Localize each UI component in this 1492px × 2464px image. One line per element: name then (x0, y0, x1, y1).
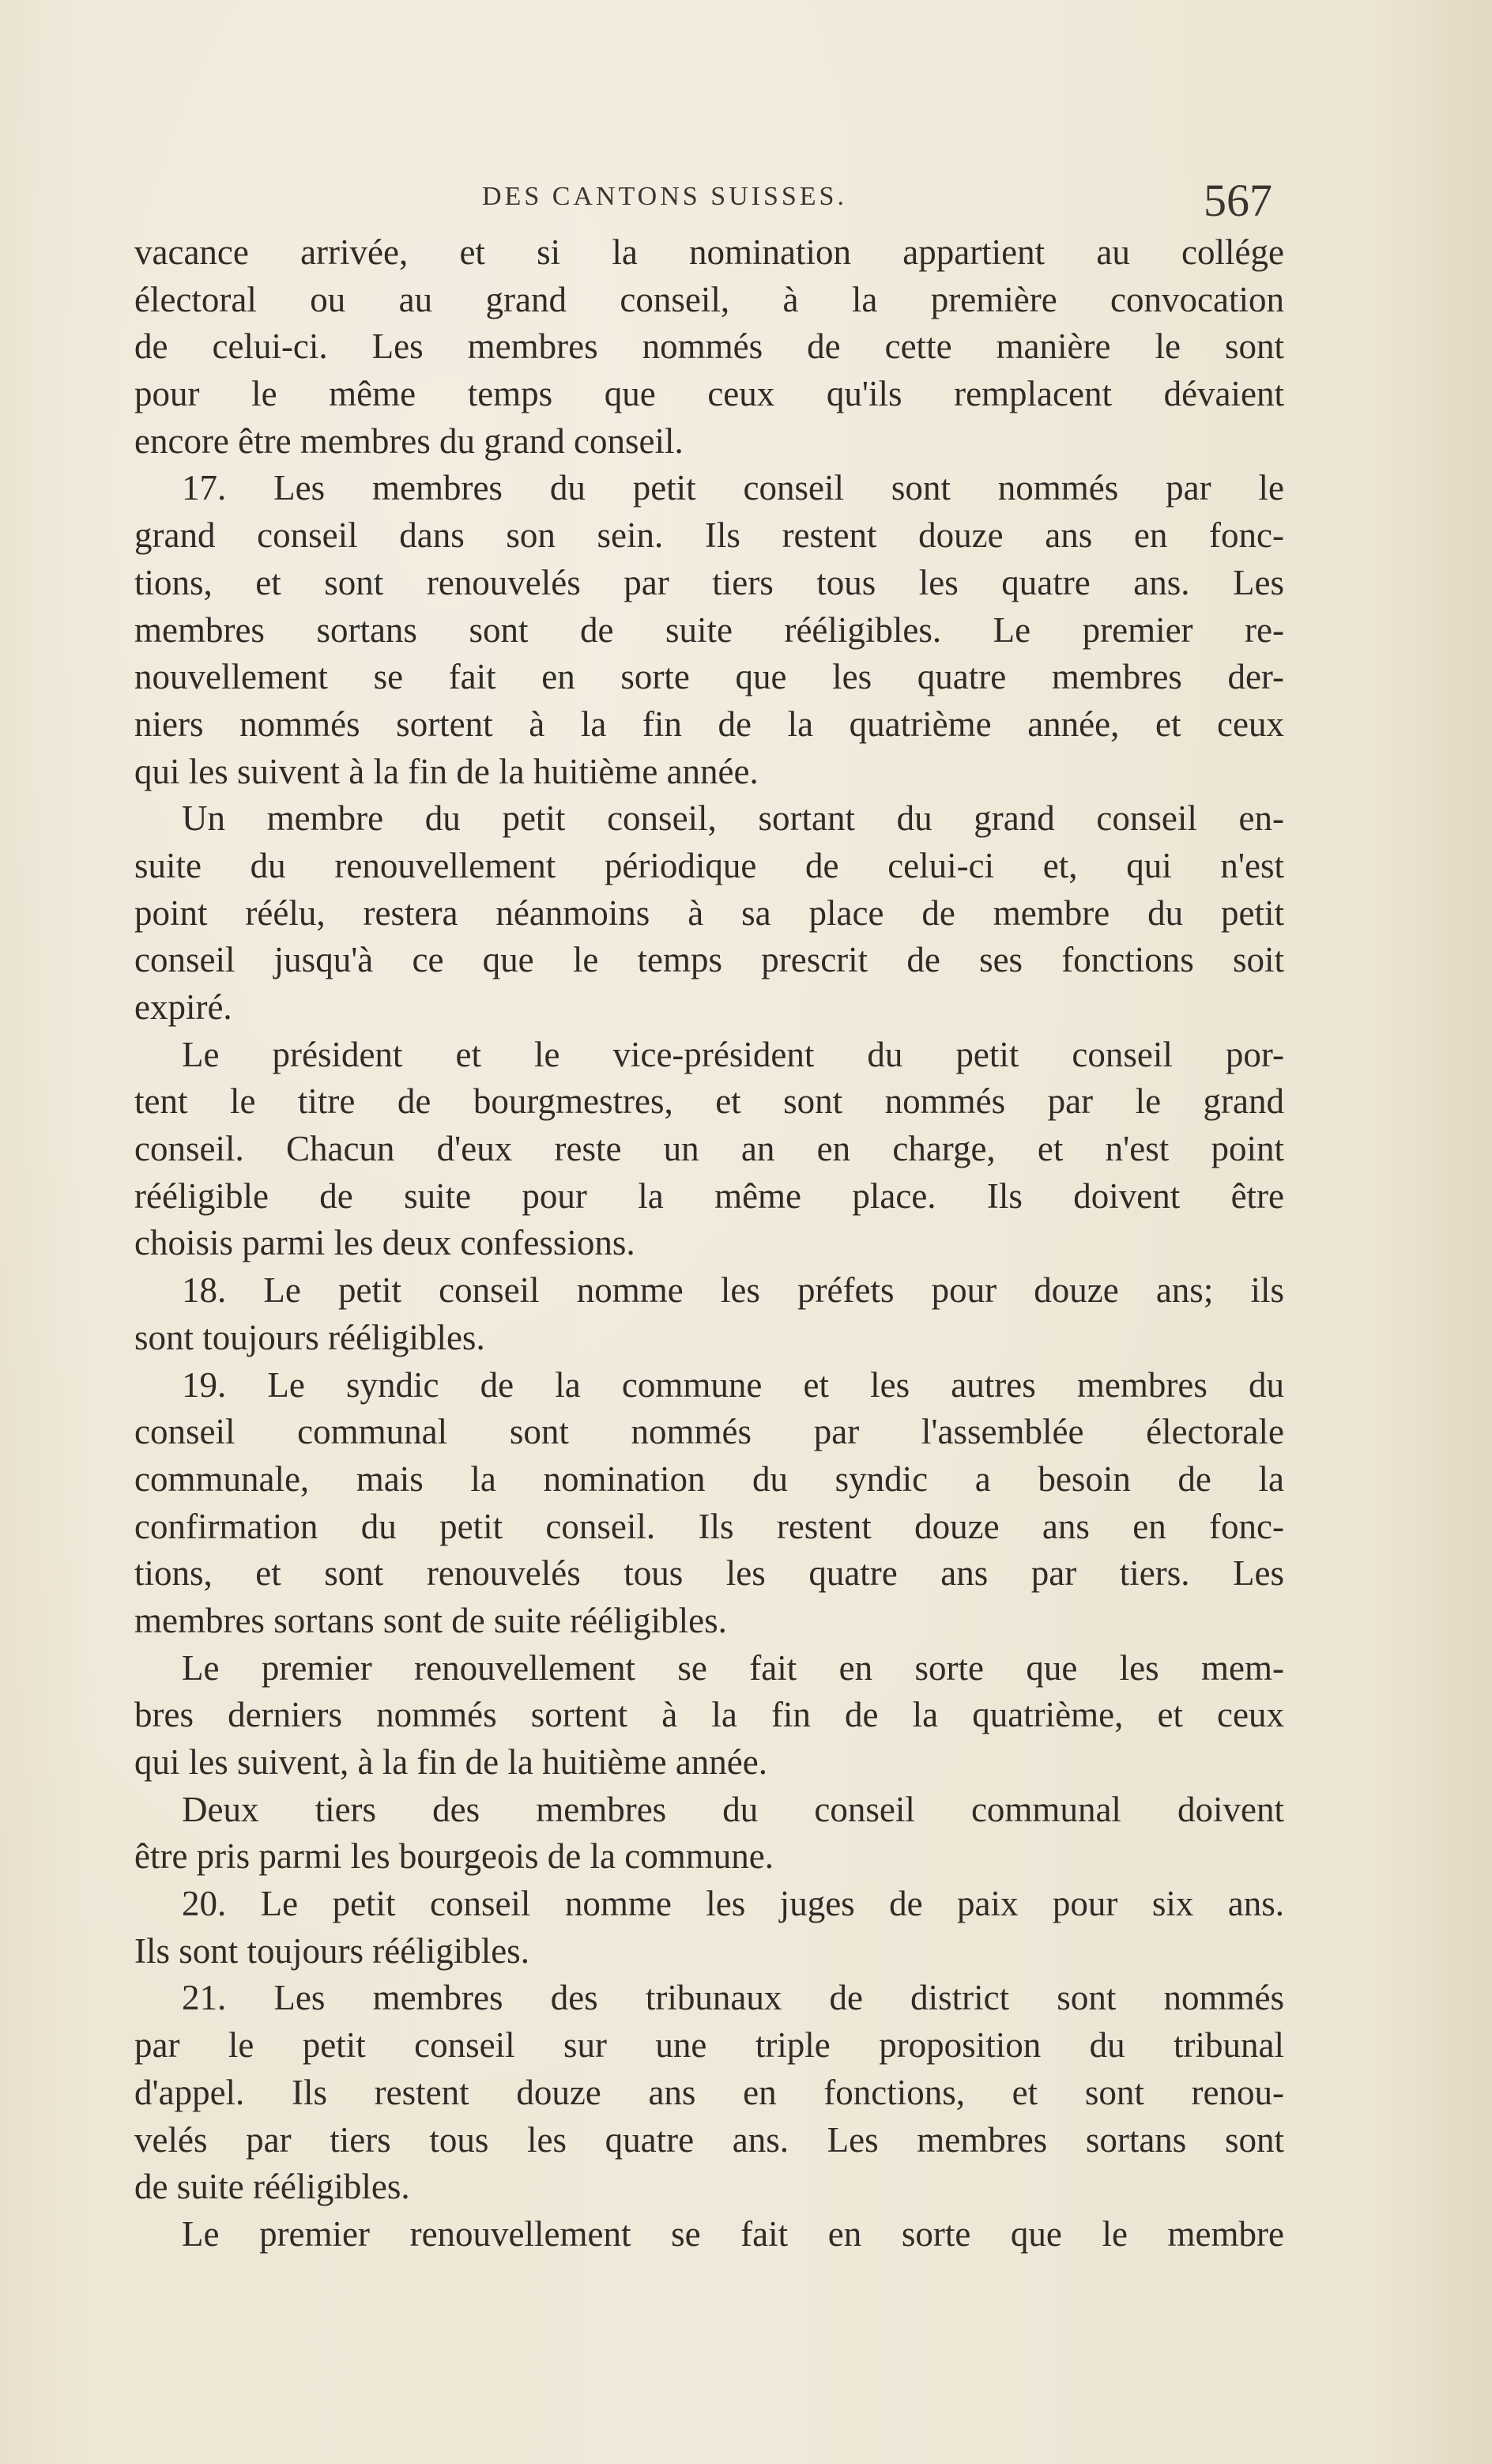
text-line: velés par tiers tous les quatre ans. Les membres sortans sont (134, 2119, 1284, 2160)
text-line: d'appel. Ils restent douze ans en fonctions, et sont renou- (134, 2072, 1284, 2112)
text-line: membres sortans sont de suite rééligibles. (134, 1600, 727, 1640)
page-header (134, 174, 1280, 229)
text-line: grand conseil dans son sein. Ils restent douze ans en fonc- (134, 515, 1284, 556)
text-line: qui les suivent, à la fin de la huitième année. (134, 1742, 767, 1782)
text-line: membres sortans sont de suite rééligibles. Le premier re- (134, 609, 1284, 650)
page-number: 567 (1204, 175, 1272, 226)
text-line: communale, mais la nomination du syndic a besoin de la (134, 1458, 1284, 1499)
text-line: tent le titre de bourgmestres, et sont nommés par le grand (134, 1081, 1284, 1122)
text-line: choisis parmi les deux confessions. (134, 1223, 635, 1263)
text-line: 19. Le syndic de la commune et les autres membres du (182, 1364, 1284, 1405)
text-line: confirmation du petit conseil. Ils restent douze ans en fonc- (134, 1506, 1284, 1546)
text-line: tions, et sont renouvelés par tiers tous les quatre ans. Les (134, 562, 1284, 602)
text-line: sont toujours rééligibles. (134, 1317, 485, 1357)
text-line: point réélu, restera néanmoins à sa place de membre du petit (134, 892, 1284, 933)
text-line: tions, et sont renouvelés tous les quatre ans par tiers. Les (134, 1553, 1284, 1594)
text-line: 20. Le petit conseil nomme les juges de paix pour six ans. (182, 1884, 1284, 1924)
text-line: vacance arrivée, et si la nomination appartient au collége (134, 232, 1284, 272)
text-line: pour le même temps que ceux qu'ils remplacent dévaient (134, 374, 1284, 414)
text-line: Ils sont toujours rééligibles. (134, 1930, 529, 1971)
text-body (134, 229, 1284, 2258)
text-line: bres derniers nommés sortent à la fin de la quatrième, et ceux (134, 1695, 1284, 1735)
text-line: Le président et le vice-président du petit conseil por- (182, 1034, 1284, 1074)
text-line: 18. Le petit conseil nomme les préfets pour douze ans; ils (182, 1270, 1284, 1311)
text-line: de suite rééligibles. (134, 2167, 410, 2207)
text-line: Deux tiers des membres du conseil communal doivent (182, 1789, 1284, 1829)
text-line: niers nommés sortent à la fin de la quatrième année, et ceux (134, 704, 1284, 744)
text-line: 17. Les membres du petit conseil sont nommés par le (182, 468, 1284, 508)
text-line: qui les suivent à la fin de la huitième année. (134, 751, 759, 791)
text-line: Le premier renouvellement se fait en sorte que les mem- (182, 1647, 1284, 1688)
text-line: Un membre du petit conseil, sortant du grand conseil en- (182, 798, 1284, 839)
text-line: conseil. Chacun d'eux reste un an en charge, et n'est point (134, 1129, 1284, 1169)
text-line: conseil communal sont nommés par l'assemblée électorale (134, 1412, 1284, 1452)
text-line: nouvellement se fait en sorte que les quatre membres der- (134, 657, 1284, 697)
text-line: conseil jusqu'à ce que le temps prescrit de ses fonctions soit (134, 940, 1284, 980)
text-line: rééligible de suite pour la même place. Ils doivent être (134, 1175, 1284, 1216)
running-title: DES CANTONS SUISSES. (482, 182, 847, 211)
text-line: électoral ou au grand conseil, à la première convocation (134, 279, 1284, 319)
text-line: 21. Les membres des tribunaux de district sont nommés (182, 1978, 1284, 2018)
text-line: être pris parmi les bourgeois de la commune. (134, 1836, 774, 1877)
text-line: par le petit conseil sur une triple proposition du tribunal (134, 2025, 1284, 2066)
text-line: de celui-ci. Les membres nommés de cette manière le sont (134, 326, 1284, 367)
text-line: suite du renouvellement périodique de celui-ci et, qui n'est (134, 845, 1284, 885)
text-line: Le premier renouvellement se fait en sorte que le membre (182, 2213, 1284, 2254)
text-line: expiré. (134, 987, 232, 1027)
text-line: encore être membres du grand conseil. (134, 421, 684, 461)
